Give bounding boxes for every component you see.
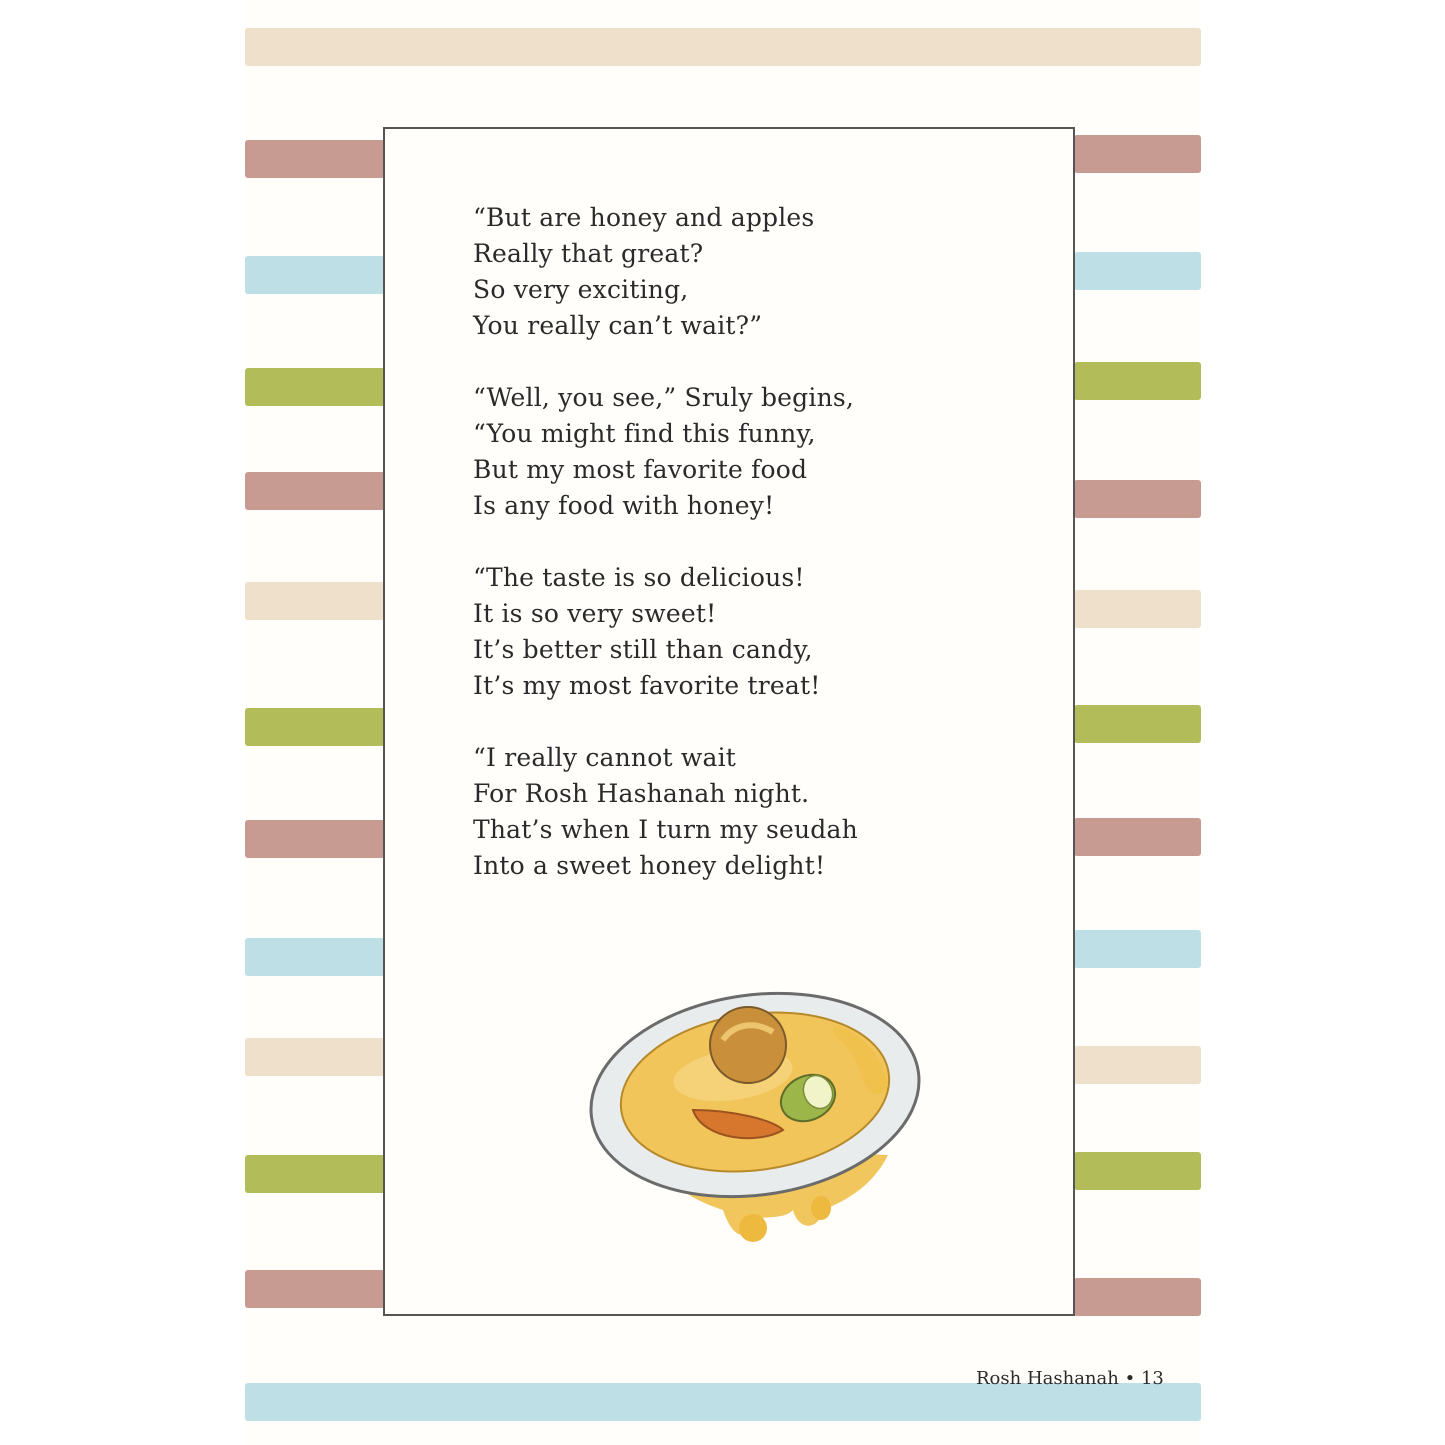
poem-line: That’s when I turn my seudah (473, 815, 858, 844)
stripe-left-beige (245, 1038, 385, 1076)
poem-stanza (473, 740, 993, 884)
poem-line: For Rosh Hashanah night. (473, 779, 810, 808)
poem-line: It’s my most favorite treat! (473, 671, 821, 700)
stripe-right-rose (1074, 135, 1201, 173)
stripe-left-rose (245, 820, 385, 858)
stripe-right-green (1074, 362, 1201, 400)
poem (473, 200, 993, 920)
page-number: 13 (1140, 1368, 1164, 1389)
stripe-right-green (1074, 705, 1201, 743)
stripe-right-rose (1074, 1278, 1201, 1316)
stripe-left-blue (245, 938, 385, 976)
poem-stanza (473, 200, 993, 344)
stripe-left-blue (245, 256, 385, 294)
stripe-left-green (245, 368, 385, 406)
page-footer (976, 1368, 1164, 1389)
honey-bowl-icon (583, 970, 928, 1255)
stripe-left-beige (245, 582, 385, 620)
footer-separator: • (1124, 1368, 1136, 1389)
poem-line: “Well, you see,” Sruly begins, (473, 383, 855, 412)
poem-line: So very exciting, (473, 275, 689, 304)
poem-line: Really that great? (473, 239, 704, 268)
stripe-left-rose (245, 472, 385, 510)
stripe-left-green (245, 708, 385, 746)
stripe-right-beige (1074, 1046, 1201, 1084)
stripe-right-blue (1074, 930, 1201, 968)
poem-line: “You might find this funny, (473, 419, 816, 448)
poem-stanza (473, 380, 993, 524)
poem-line: “The taste is so delicious! (473, 563, 805, 592)
stripe-right-rose (1074, 480, 1201, 518)
stripe-right-blue (1074, 252, 1201, 290)
stripe-right-green (1074, 1152, 1201, 1190)
footer-section-title: Rosh Hashanah (976, 1368, 1119, 1389)
poem-line: Into a sweet honey delight! (473, 851, 826, 880)
stripe-right-rose (1074, 818, 1201, 856)
poem-line: But my most favorite food (473, 455, 808, 484)
poem-stanza (473, 560, 993, 704)
poem-line: Is any food with honey! (473, 491, 775, 520)
stripe-left-rose (245, 1270, 385, 1308)
poem-line: It’s better still than candy, (473, 635, 813, 664)
stripe-beige-top (245, 28, 1201, 66)
poem-line: “But are honey and apples (473, 203, 815, 232)
poem-line: “I really cannot wait (473, 743, 737, 772)
stripe-left-green (245, 1155, 385, 1193)
stripe-right-beige (1074, 590, 1201, 628)
poem-line: It is so very sweet! (473, 599, 717, 628)
poem-line: You really can’t wait?” (473, 311, 763, 340)
stripe-left-rose (245, 140, 385, 178)
